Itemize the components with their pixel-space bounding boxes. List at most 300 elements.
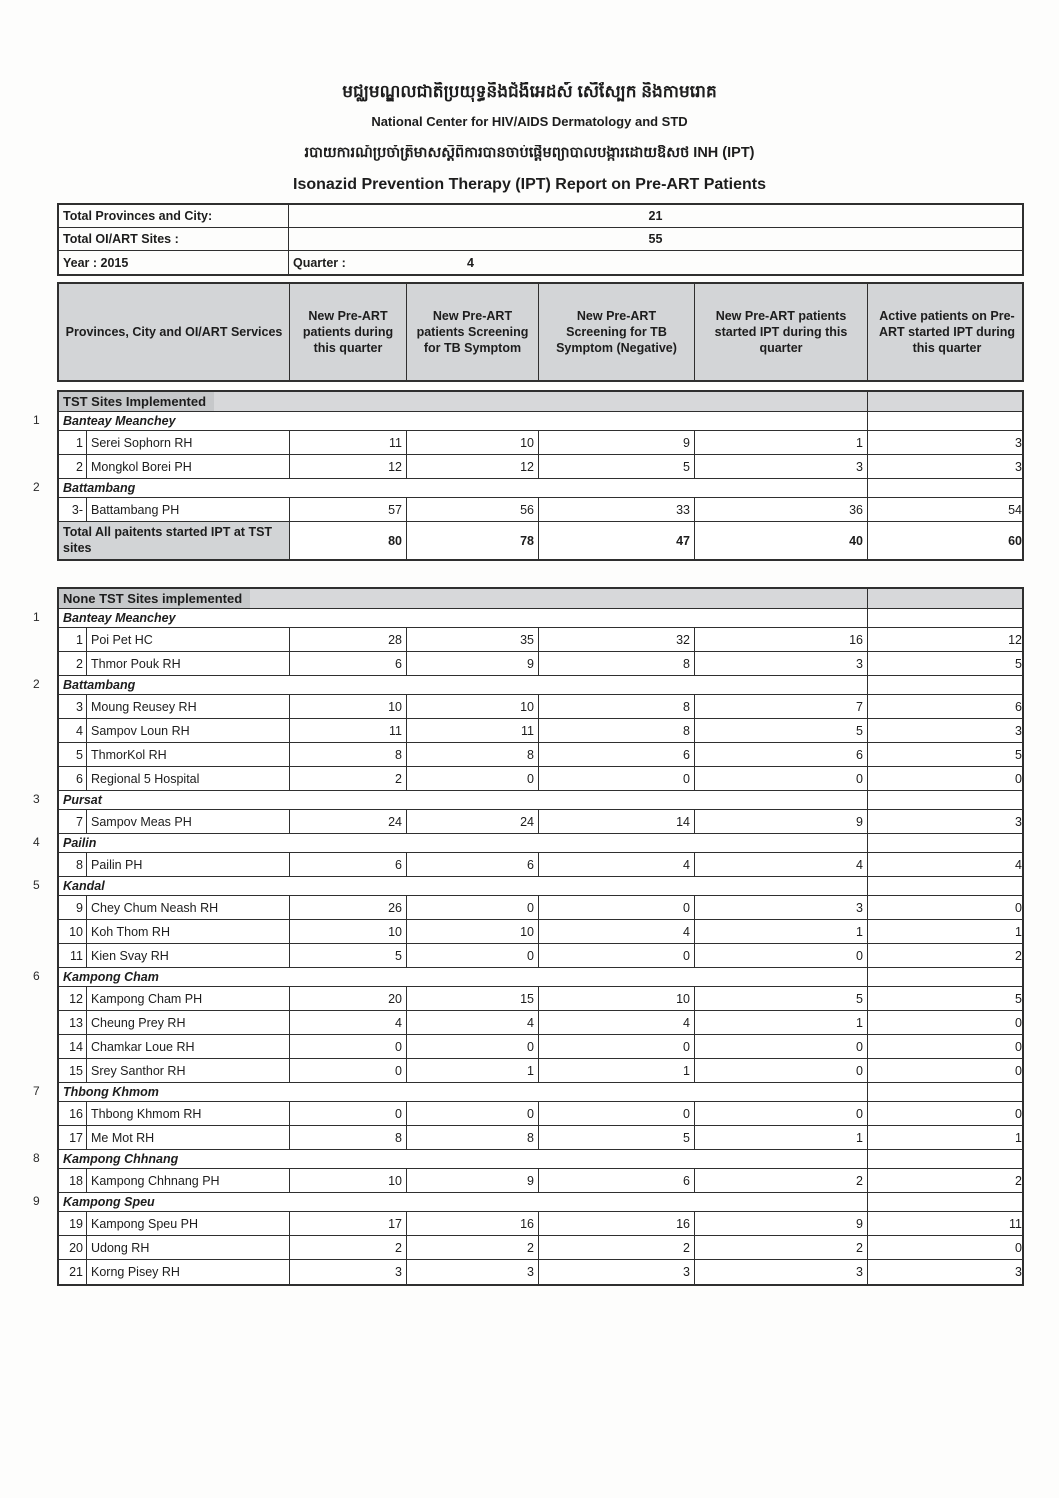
- site-number: 4: [59, 719, 87, 742]
- site-name: Battambang PH: [91, 502, 180, 517]
- value-cell: 3: [407, 1260, 539, 1284]
- report-title: Isonazid Prevention Therapy (IPT) Report on Pre-ART Patients: [293, 176, 766, 194]
- site-cell: [59, 1059, 290, 1082]
- value-cell: 2: [695, 1169, 868, 1192]
- value-cell: 0: [1015, 771, 1022, 786]
- value-cell: 2: [1015, 1173, 1022, 1188]
- value-cell: 16: [695, 628, 868, 651]
- value-cell: 8: [407, 1126, 539, 1149]
- value-cell: 5: [1015, 747, 1022, 762]
- value-cell: 5: [695, 987, 868, 1010]
- province-margin-number: 1: [33, 413, 40, 428]
- site-cell: [59, 810, 290, 833]
- site-number: 19: [59, 1212, 87, 1235]
- site-row: [59, 1212, 1022, 1236]
- band-last-cell: [868, 589, 1026, 608]
- value-cell: 16: [407, 1212, 539, 1235]
- province-row: [33, 1083, 1022, 1102]
- value-cell: 0: [1015, 1015, 1022, 1030]
- value-cell: 0: [407, 767, 539, 790]
- site-row: [59, 1126, 1022, 1150]
- value-cell: 11: [1009, 1216, 1022, 1231]
- value-cell: 10: [407, 920, 539, 943]
- site-number: 9: [59, 896, 87, 919]
- value-cell: 8: [539, 652, 695, 675]
- site-row: [59, 498, 1022, 522]
- site-name: Me Mot RH: [91, 1130, 155, 1145]
- column-header-screening-negative: New Pre-ART Screening for TB Symptom (Negative): [539, 284, 695, 380]
- site-number: 5: [59, 743, 87, 766]
- org-title-english: National Center for HIV/AIDS Dermatology and STD: [371, 113, 688, 129]
- site-cell: [59, 1260, 290, 1284]
- value-cell: 0: [695, 767, 868, 790]
- site-row: [59, 1260, 1022, 1284]
- value-cell: 9: [695, 810, 868, 833]
- value-cell: 3: [695, 1260, 868, 1284]
- province-margin-number: 6: [33, 969, 40, 984]
- site-name: ThmorKol RH: [91, 747, 167, 762]
- site-cell: [59, 1169, 290, 1192]
- value-cell: 3: [1015, 723, 1022, 738]
- value-cell: 1: [1015, 924, 1022, 939]
- province-row: [33, 791, 1022, 810]
- province-last-cell: [868, 877, 1026, 895]
- value-cell: 4: [539, 920, 695, 943]
- site-row: [59, 1035, 1022, 1059]
- province-name: Kandal: [59, 877, 868, 895]
- province-row: [33, 1193, 1022, 1212]
- site-number: 13: [59, 1011, 87, 1034]
- site-cell: [59, 1102, 290, 1125]
- province-name: Pailin: [59, 834, 868, 852]
- site-number: 16: [59, 1102, 87, 1125]
- quarter-value: 4: [467, 255, 474, 270]
- value-cell: 10: [290, 695, 407, 718]
- total-value-cell: 47: [539, 522, 695, 559]
- value-cell: 0: [1015, 1240, 1022, 1255]
- site-row: [59, 1169, 1022, 1193]
- value-cell: 36: [695, 498, 868, 521]
- value-cell: 1: [695, 920, 868, 943]
- province-row: [33, 834, 1022, 853]
- value-cell: 3: [290, 1260, 407, 1284]
- site-name: Moung Reusey RH: [91, 699, 197, 714]
- site-name: Korng Pisey RH: [91, 1265, 180, 1280]
- table-header-row: [57, 282, 1024, 382]
- site-row: [59, 1059, 1022, 1083]
- value-cell: 8: [539, 695, 695, 718]
- site-name: Kampong Chhnang PH: [91, 1173, 220, 1188]
- value-cell: 0: [1015, 1063, 1022, 1078]
- value-cell: 3: [1015, 435, 1022, 450]
- value-cell: 5: [539, 1126, 695, 1149]
- province-last-cell: [868, 834, 1026, 852]
- site-row: [59, 628, 1022, 652]
- value-cell: 4: [539, 1011, 695, 1034]
- band-last-cell: [868, 392, 1026, 411]
- site-cell: [59, 743, 290, 766]
- value-cell: 0: [695, 1059, 868, 1082]
- site-row: [59, 810, 1022, 834]
- value-cell: 3: [539, 1260, 695, 1284]
- site-number: 20: [59, 1236, 87, 1259]
- site-name: Srey Santhor RH: [91, 1063, 186, 1078]
- site-name: Udong RH: [91, 1240, 150, 1255]
- site-cell: [59, 767, 290, 790]
- total-provinces-label: Total Provinces and City:: [59, 205, 289, 227]
- value-cell: 0: [407, 1102, 539, 1125]
- province-margin-number: 4: [33, 835, 40, 850]
- value-cell: 56: [407, 498, 539, 521]
- site-cell: [59, 1011, 290, 1034]
- value-cell: 0: [539, 1102, 695, 1125]
- value-cell: 2: [290, 767, 407, 790]
- value-cell: 0: [695, 1102, 868, 1125]
- site-row: [59, 944, 1022, 968]
- site-name: Sampov Meas PH: [91, 814, 192, 829]
- document-header: [0, 0, 1059, 194]
- column-header-provinces: Provinces, City and OI/ART Services: [59, 284, 290, 380]
- summary-table: [57, 203, 1024, 276]
- site-number: 2: [59, 455, 87, 478]
- quarter-label: Quarter :: [293, 255, 346, 270]
- site-number: 15: [59, 1059, 87, 1082]
- value-cell: 12: [407, 455, 539, 478]
- value-cell: 17: [290, 1212, 407, 1235]
- province-last-cell: [868, 479, 1026, 497]
- value-cell: 1: [695, 1011, 868, 1034]
- value-cell: 10: [290, 1169, 407, 1192]
- site-number: 3-: [59, 498, 87, 521]
- value-cell: 1: [407, 1059, 539, 1082]
- value-cell: 0: [539, 767, 695, 790]
- value-cell: 2: [695, 1236, 868, 1259]
- province-name: Pursat: [59, 791, 868, 809]
- province-row: [33, 412, 1022, 431]
- value-cell: 2: [1015, 948, 1022, 963]
- value-cell: 0: [695, 1035, 868, 1058]
- value-cell: 16: [539, 1212, 695, 1235]
- province-last-cell: [868, 1150, 1026, 1168]
- value-cell: 28: [290, 628, 407, 651]
- site-cell: [59, 455, 290, 478]
- site-cell: [59, 896, 290, 919]
- site-number: 14: [59, 1035, 87, 1058]
- province-margin-number: 5: [33, 878, 40, 893]
- tst-sites-section: [33, 390, 1024, 561]
- value-cell: 0: [290, 1102, 407, 1125]
- value-cell: 2: [290, 1236, 407, 1259]
- value-cell: 9: [695, 1212, 868, 1235]
- site-cell: [59, 628, 290, 651]
- site-row: [59, 767, 1022, 791]
- value-cell: 3: [695, 652, 868, 675]
- band-label: None TST Sites implemented: [59, 589, 250, 608]
- province-name: Battambang: [59, 676, 868, 694]
- site-cell: [59, 1236, 290, 1259]
- province-name: Kampong Chhnang: [59, 1150, 868, 1168]
- site-name: Kampong Speu PH: [91, 1216, 199, 1231]
- section-band-row: [59, 589, 1022, 609]
- site-number: 18: [59, 1169, 87, 1192]
- value-cell: 5: [290, 944, 407, 967]
- value-cell: 8: [407, 743, 539, 766]
- site-number: 17: [59, 1126, 87, 1149]
- value-cell: 33: [539, 498, 695, 521]
- site-cell: [59, 431, 290, 454]
- province-margin-number: 1: [33, 610, 40, 625]
- value-cell: 8: [539, 719, 695, 742]
- value-cell: 9: [407, 652, 539, 675]
- value-cell: 5: [1015, 656, 1022, 671]
- site-name: Kampong Cham PH: [91, 991, 203, 1006]
- province-name: Kampong Speu: [59, 1193, 868, 1211]
- site-cell: [59, 853, 290, 876]
- site-name: Serei Sophorn RH: [91, 435, 193, 450]
- value-cell: 4: [695, 853, 868, 876]
- site-row: [59, 743, 1022, 767]
- site-name: Koh Thom RH: [91, 924, 170, 939]
- total-provinces-value: 21: [648, 209, 663, 224]
- value-cell: 11: [290, 719, 407, 742]
- value-cell: 3: [1015, 1265, 1022, 1280]
- site-name: Thmor Pouk RH: [91, 656, 181, 671]
- non-tst-sites-section: [33, 587, 1024, 1286]
- column-header-new-patients: New Pre-ART patients during this quarter: [290, 284, 407, 380]
- total-value-cell: 80: [290, 522, 407, 559]
- value-cell: 10: [539, 987, 695, 1010]
- province-last-cell: [868, 791, 1026, 809]
- province-row: [33, 1150, 1022, 1169]
- value-cell: 0: [1015, 1106, 1022, 1121]
- value-cell: 1: [539, 1059, 695, 1082]
- site-row: [59, 896, 1022, 920]
- value-cell: 10: [290, 920, 407, 943]
- site-row: [59, 920, 1022, 944]
- value-cell: 6: [695, 743, 868, 766]
- site-number: 2: [59, 652, 87, 675]
- value-cell: 0: [407, 896, 539, 919]
- site-name: Thbong Khmom RH: [91, 1106, 202, 1121]
- total-value-cell: 60: [1008, 533, 1022, 548]
- site-row: [59, 1011, 1022, 1035]
- province-name: Kampong Cham: [59, 968, 868, 986]
- province-name: Battambang: [59, 479, 868, 497]
- site-row: [59, 1102, 1022, 1126]
- value-cell: 20: [290, 987, 407, 1010]
- site-name: Poi Pet HC: [91, 632, 153, 647]
- value-cell: 0: [539, 896, 695, 919]
- province-margin-number: 9: [33, 1194, 40, 1209]
- value-cell: 2: [407, 1236, 539, 1259]
- province-row: [33, 877, 1022, 896]
- site-cell: [59, 695, 290, 718]
- value-cell: 3: [695, 896, 868, 919]
- value-cell: 24: [407, 810, 539, 833]
- site-name: Chey Chum Neash RH: [91, 900, 219, 915]
- province-last-cell: [868, 1083, 1026, 1101]
- province-last-cell: [868, 676, 1026, 694]
- site-number: 1: [59, 431, 87, 454]
- section-band-row: [59, 392, 1022, 412]
- province-last-cell: [868, 968, 1026, 986]
- site-number: 7: [59, 810, 87, 833]
- site-number: 12: [59, 987, 87, 1010]
- total-sites-label: Total OI/ART Sites :: [59, 228, 289, 250]
- value-cell: 4: [290, 1011, 407, 1034]
- total-value-cell: 78: [407, 522, 539, 559]
- total-sites-value: 55: [648, 232, 663, 247]
- site-row: [59, 431, 1022, 455]
- site-name: Regional 5 Hospital: [91, 771, 200, 786]
- province-margin-number: 3: [33, 792, 40, 807]
- province-margin-number: 8: [33, 1151, 40, 1166]
- band-cell: [59, 392, 868, 411]
- site-name: Kien Svay RH: [91, 948, 169, 963]
- site-cell: [59, 1212, 290, 1235]
- value-cell: 0: [290, 1035, 407, 1058]
- value-cell: 54: [1008, 502, 1022, 517]
- province-margin-number: 2: [33, 677, 40, 692]
- province-margin-number: 2: [33, 480, 40, 495]
- report-subtitle-khmer: របាយការណ៍ប្រចាំត្រីមាសស្ដីពីការបានចាប់ផ្ដើមព្យាបាលបង្ការដោយឱសថ INH (IPT): [304, 144, 755, 161]
- report-body: [33, 203, 1024, 1286]
- value-cell: 0: [695, 944, 868, 967]
- value-cell: 32: [539, 628, 695, 651]
- value-cell: 8: [290, 1126, 407, 1149]
- value-cell: 1: [695, 1126, 868, 1149]
- value-cell: 5: [1015, 991, 1022, 1006]
- province-row: [33, 479, 1022, 498]
- site-number: 1: [59, 628, 87, 651]
- summary-row-period: [59, 251, 1022, 274]
- value-cell: 14: [539, 810, 695, 833]
- value-cell: 35: [407, 628, 539, 651]
- site-number: 8: [59, 853, 87, 876]
- site-number: 10: [59, 920, 87, 943]
- site-cell: [59, 944, 290, 967]
- site-row: [59, 652, 1022, 676]
- band-label: TST Sites Implemented: [59, 392, 214, 411]
- site-cell: [59, 1126, 290, 1149]
- province-margin-number: 7: [33, 1084, 40, 1099]
- site-name: Sampov Loun RH: [91, 723, 190, 738]
- column-header-started-ipt: New Pre-ART patients started IPT during this quarter: [695, 284, 868, 380]
- value-cell: 0: [290, 1059, 407, 1082]
- value-cell: 5: [695, 719, 868, 742]
- value-cell: 9: [407, 1169, 539, 1192]
- value-cell: 4: [539, 853, 695, 876]
- value-cell: 0: [1015, 1039, 1022, 1054]
- value-cell: 7: [695, 695, 868, 718]
- site-cell: [59, 652, 290, 675]
- value-cell: 0: [407, 1035, 539, 1058]
- year-label: Year : 2015: [59, 251, 289, 274]
- value-cell: 0: [1015, 900, 1022, 915]
- province-row: [33, 609, 1022, 628]
- value-cell: 0: [539, 1035, 695, 1058]
- site-name: Cheung Prey RH: [91, 1015, 186, 1030]
- site-row: [59, 987, 1022, 1011]
- site-number: 6: [59, 767, 87, 790]
- site-cell: [59, 1035, 290, 1058]
- province-row: [33, 968, 1022, 987]
- site-cell: [59, 920, 290, 943]
- value-cell: 9: [539, 431, 695, 454]
- site-cell: [59, 719, 290, 742]
- value-cell: 3: [1015, 459, 1022, 474]
- province-last-cell: [868, 1193, 1026, 1211]
- value-cell: 10: [407, 695, 539, 718]
- site-row: [59, 719, 1022, 743]
- band-cell: [59, 589, 868, 608]
- value-cell: 6: [407, 853, 539, 876]
- value-cell: 3: [695, 455, 868, 478]
- value-cell: 6: [539, 1169, 695, 1192]
- value-cell: 1: [695, 431, 868, 454]
- value-cell: 15: [407, 987, 539, 1010]
- site-row: [59, 1236, 1022, 1260]
- value-cell: 6: [290, 652, 407, 675]
- total-value-cell: 40: [695, 522, 868, 559]
- value-cell: 26: [290, 896, 407, 919]
- site-name: Mongkol Borei PH: [91, 459, 192, 474]
- site-number: 21: [59, 1260, 87, 1284]
- value-cell: 4: [407, 1011, 539, 1034]
- value-cell: 6: [290, 853, 407, 876]
- province-row: [33, 676, 1022, 695]
- value-cell: 0: [539, 944, 695, 967]
- value-cell: 11: [407, 719, 539, 742]
- province-name: Thbong Khmom: [59, 1083, 868, 1101]
- value-cell: 5: [539, 455, 695, 478]
- column-header-screening: New Pre-ART patients Screening for TB Symptom: [407, 284, 539, 380]
- site-cell: [59, 987, 290, 1010]
- value-cell: 3: [1015, 814, 1022, 829]
- value-cell: 2: [539, 1236, 695, 1259]
- value-cell: 6: [1015, 699, 1022, 714]
- province-name: Banteay Meanchey: [59, 412, 868, 430]
- value-cell: 0: [407, 944, 539, 967]
- value-cell: 6: [539, 743, 695, 766]
- site-name: Pailin PH: [91, 857, 143, 872]
- value-cell: 12: [290, 455, 407, 478]
- total-row: [59, 522, 1022, 559]
- value-cell: 11: [290, 431, 407, 454]
- site-row: [59, 853, 1022, 877]
- site-name: Chamkar Loue RH: [91, 1039, 195, 1054]
- summary-row-sites: [59, 228, 1022, 251]
- site-row: [59, 695, 1022, 719]
- province-last-cell: [868, 609, 1026, 627]
- summary-row-provinces: [59, 205, 1022, 228]
- total-label: Total All paitents started IPT at TST sites: [59, 522, 290, 559]
- value-cell: 8: [290, 743, 407, 766]
- site-number: 3: [59, 695, 87, 718]
- value-cell: 10: [407, 431, 539, 454]
- column-header-active-ipt: Active patients on Pre-ART started IPT during this quarter: [878, 308, 1016, 356]
- org-title-khmer: មជ្ឈមណ្ឌលជាតិប្រយុទ្ធនឹងជំងឺអេដស៍ សើស្បែក និងកាមរោគ: [342, 82, 717, 101]
- value-cell: 24: [290, 810, 407, 833]
- quarter-cell: [289, 251, 1022, 274]
- value-cell: 57: [290, 498, 407, 521]
- province-last-cell: [868, 412, 1026, 430]
- province-name: Banteay Meanchey: [59, 609, 868, 627]
- site-number: 11: [59, 944, 87, 967]
- value-cell: 1: [1015, 1130, 1022, 1145]
- site-cell: [59, 498, 290, 521]
- value-cell: 4: [1015, 857, 1022, 872]
